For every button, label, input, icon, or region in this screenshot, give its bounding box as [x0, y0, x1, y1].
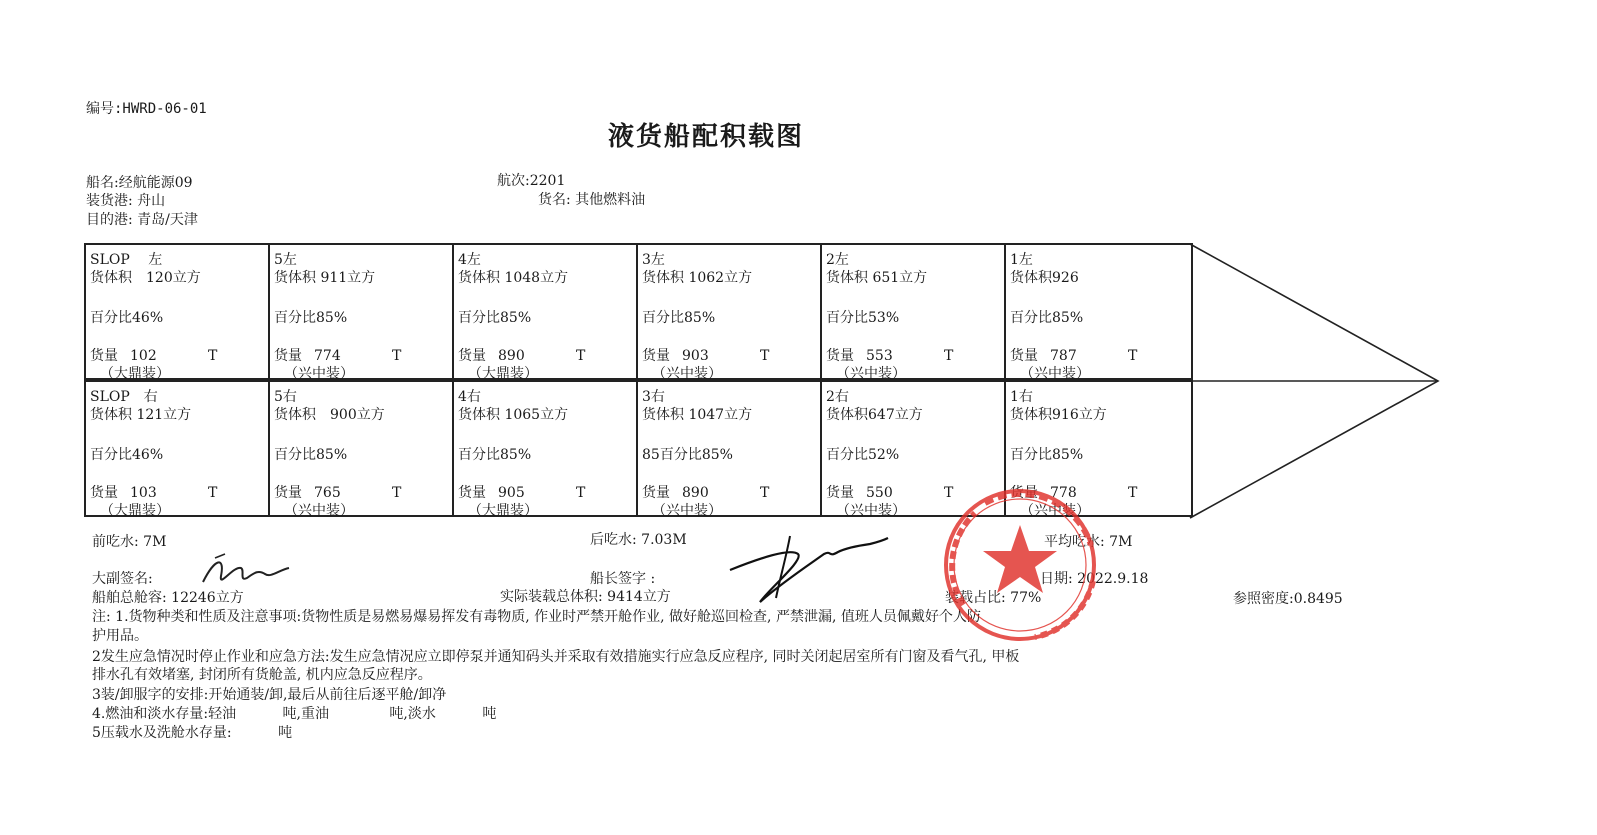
tank-name: 2左: [826, 252, 849, 268]
tank-volume: 货体积916立方: [1010, 407, 1107, 423]
tank-cell: [1004, 243, 1193, 380]
captain-signature-label: 船长签字 :: [590, 571, 656, 587]
tank-volume: 货体积 651立方: [826, 270, 928, 286]
tank-volume: 货体积 1047立方: [642, 407, 753, 423]
cargo-name: 货名: 其他燃料油: [538, 192, 646, 208]
tank-name: SLOP 左: [90, 252, 163, 268]
tank-quantity-label: 货量: [274, 485, 302, 501]
tank-fill-percent: 百分比85%: [1010, 310, 1084, 326]
tank-fill-percent: 百分比85%: [642, 310, 716, 326]
loading-port: 装货港: 舟山: [86, 193, 166, 209]
tank-quantity-unit: T: [208, 485, 218, 501]
tank-quantity-unit: T: [208, 348, 218, 364]
tank-loader: （兴中装）: [284, 366, 354, 382]
forward-draft: 前吃水: 7M: [92, 534, 167, 550]
tank-loader: （兴中装）: [652, 366, 722, 382]
tank-grid: [84, 243, 1191, 518]
tank-quantity-value: 890: [498, 348, 525, 364]
tank-quantity-unit: T: [944, 348, 954, 364]
tank-quantity-value: 774: [314, 348, 341, 364]
tank-name: 4右: [458, 389, 481, 405]
tank-fill-percent: 百分比85%: [274, 310, 348, 326]
tank-quantity-value: 890: [682, 485, 709, 501]
tank-cell: [84, 243, 270, 380]
note-line-1: 注: 1.货物种类和性质及注意事项:货物性质是易燃易爆易挥发有毒物质, 作业时严禁开舱作业, 做好舱巡回检查, 严禁泄漏, 值班人员佩戴好个人防: [92, 609, 981, 625]
note-line-2: 护用品。: [92, 628, 148, 644]
tank-loader: （兴中装）: [652, 503, 722, 519]
signing-date: 日期: 2022.9.18: [1040, 571, 1149, 587]
tank-fill-percent: 百分比53%: [826, 310, 900, 326]
tank-quantity-unit: T: [576, 348, 586, 364]
tank-loader: （大鼎装）: [468, 366, 538, 382]
port-tank-row: [84, 243, 1191, 380]
tank-quantity-unit: T: [392, 348, 402, 364]
tank-quantity-value: 905: [498, 485, 525, 501]
tank-quantity-line: [826, 345, 953, 365]
tank-fill-percent: 百分比85%: [458, 447, 532, 463]
document-number: 编号:HWRD-06-01: [86, 101, 207, 117]
tank-quantity-label: 货量: [90, 485, 118, 501]
tank-volume: 货体积 120立方: [90, 270, 201, 286]
tank-quantity-line: [458, 345, 585, 365]
tank-quantity-unit: T: [576, 485, 586, 501]
tank-quantity-label: 货量: [458, 485, 486, 501]
tank-loader: （大鼎装）: [468, 503, 538, 519]
tank-volume: 货体积926: [1010, 270, 1079, 286]
tank-quantity-value: 103: [130, 485, 157, 501]
tank-name: 2右: [826, 389, 849, 405]
tank-quantity-unit: T: [1128, 348, 1138, 364]
tank-quantity-unit: T: [1128, 485, 1138, 501]
tank-quantity-unit: T: [944, 485, 954, 501]
tank-quantity-label: 货量: [642, 348, 670, 364]
tank-name: 1左: [1010, 252, 1033, 268]
tank-quantity-line: [1010, 345, 1137, 365]
tank-quantity-line: [458, 482, 585, 502]
tank-volume: 货体积 900立方: [274, 407, 385, 423]
note-line-6: 4.燃油和淡水存量:轻油 吨,重油 吨,淡水 吨: [92, 706, 497, 722]
tank-quantity-value: 787: [1050, 348, 1077, 364]
tank-quantity-line: [90, 482, 217, 502]
tank-quantity-label: 货量: [642, 485, 670, 501]
tank-name: 3右: [642, 389, 665, 405]
tank-loader: （兴中装）: [284, 503, 354, 519]
tank-loader: （兴中装）: [836, 366, 906, 382]
tank-volume: 货体积 1048立方: [458, 270, 569, 286]
tank-cell: [84, 380, 270, 517]
tank-quantity-line: [90, 345, 217, 365]
tank-cell: [636, 380, 822, 517]
note-line-4: 排水孔有效堵塞, 封闭所有货舱盖, 机内应急反应程序。: [92, 667, 432, 683]
tank-quantity-label: 货量: [458, 348, 486, 364]
tank-name: 3左: [642, 252, 665, 268]
tank-quantity-label: 货量: [90, 348, 118, 364]
document-title: 液货船配积载图: [608, 122, 805, 152]
tank-fill-percent: 百分比46%: [90, 310, 164, 326]
tank-volume: 货体积 121立方: [90, 407, 192, 423]
tank-name: 1右: [1010, 389, 1033, 405]
note-line-5: 3装/卸服字的安排:开始通装/卸,最后从前往后逐平舱/卸净: [92, 687, 447, 703]
tank-loader: （大鼎装）: [100, 366, 170, 382]
tank-volume: 货体积 911立方: [274, 270, 376, 286]
tank-fill-percent: 百分比85%: [458, 310, 532, 326]
tank-quantity-value: 102: [130, 348, 157, 364]
tank-cell: [820, 243, 1006, 380]
tank-loader: （大鼎装）: [100, 503, 170, 519]
load-ratio: 装载占比: 77%: [945, 590, 1042, 606]
tank-cell: [452, 243, 638, 380]
tank-quantity-line: [642, 482, 769, 502]
mean-draft: 平均吃水: 7M: [1044, 534, 1133, 550]
tank-name: 5右: [274, 389, 297, 405]
note-line-3: 2发生应急情况时停止作业和应急方法:发生应急情况应立即停泵并通知码头并采取有效措施实行应急反应程序, 同时关闭起居室所有门窗及看气孔, 甲板: [92, 649, 1020, 665]
tank-cell: [268, 243, 454, 380]
tank-quantity-label: 货量: [274, 348, 302, 364]
company-seal: [915, 485, 1125, 645]
tank-quantity-label: 货量: [826, 485, 854, 501]
tank-fill-percent: 百分比85%: [274, 447, 348, 463]
tank-loader: （兴中装）: [1020, 503, 1090, 519]
tank-quantity-value: 903: [682, 348, 709, 364]
tank-name: SLOP 右: [90, 389, 158, 405]
tank-loader: （兴中装）: [836, 503, 906, 519]
captain-signature: [720, 528, 890, 608]
tank-quantity-value: 553: [866, 348, 893, 364]
ship-name: 船名:经航能源09: [86, 175, 193, 191]
tank-fill-percent: 百分比46%: [90, 447, 164, 463]
tank-fill-percent: 85百分比85%: [642, 447, 733, 463]
total-capacity: 船舶总舱容: 12246立方: [92, 590, 244, 606]
chief-officer-signature: [195, 548, 295, 592]
tank-quantity-value: 765: [314, 485, 341, 501]
tank-quantity-label: 货量: [826, 348, 854, 364]
tank-name: 4左: [458, 252, 481, 268]
tank-cell: [636, 243, 822, 380]
note-line-7: 5压载水及洗舱水存量: 吨: [92, 725, 293, 741]
tank-cell: [268, 380, 454, 517]
tank-volume: 货体积 1065立方: [458, 407, 569, 423]
tank-loader: （兴中装）: [1020, 366, 1090, 382]
tank-quantity-unit: T: [392, 485, 402, 501]
tank-volume: 货体积647立方: [826, 407, 923, 423]
tank-quantity-value: 550: [866, 485, 893, 501]
tank-quantity-line: [274, 345, 401, 365]
chief-officer-signature-label: 大副签名:: [92, 571, 153, 587]
tank-quantity-unit: T: [760, 485, 770, 501]
tank-volume: 货体积 1062立方: [642, 270, 753, 286]
tank-fill-percent: 百分比85%: [1010, 447, 1084, 463]
ship-bow-outline: [1188, 243, 1442, 519]
tank-quantity-label: 货量: [1010, 485, 1038, 501]
actual-loaded-volume: 实际装载总体积: 9414立方: [500, 589, 671, 605]
tank-quantity-label: 货量: [1010, 348, 1038, 364]
tank-quantity-line: [274, 482, 401, 502]
aft-draft: 后吃水: 7.03M: [590, 532, 687, 548]
reference-density: 参照密度:0.8495: [1233, 591, 1343, 607]
voyage-number: 航次:2201: [497, 173, 566, 189]
tank-name: 5左: [274, 252, 297, 268]
tank-quantity-unit: T: [760, 348, 770, 364]
tank-quantity-value: 778: [1050, 485, 1077, 501]
tank-fill-percent: 百分比52%: [826, 447, 900, 463]
destination-port: 目的港: 青岛/天津: [86, 212, 198, 228]
tank-quantity-line: [642, 345, 769, 365]
tank-cell: [452, 380, 638, 517]
